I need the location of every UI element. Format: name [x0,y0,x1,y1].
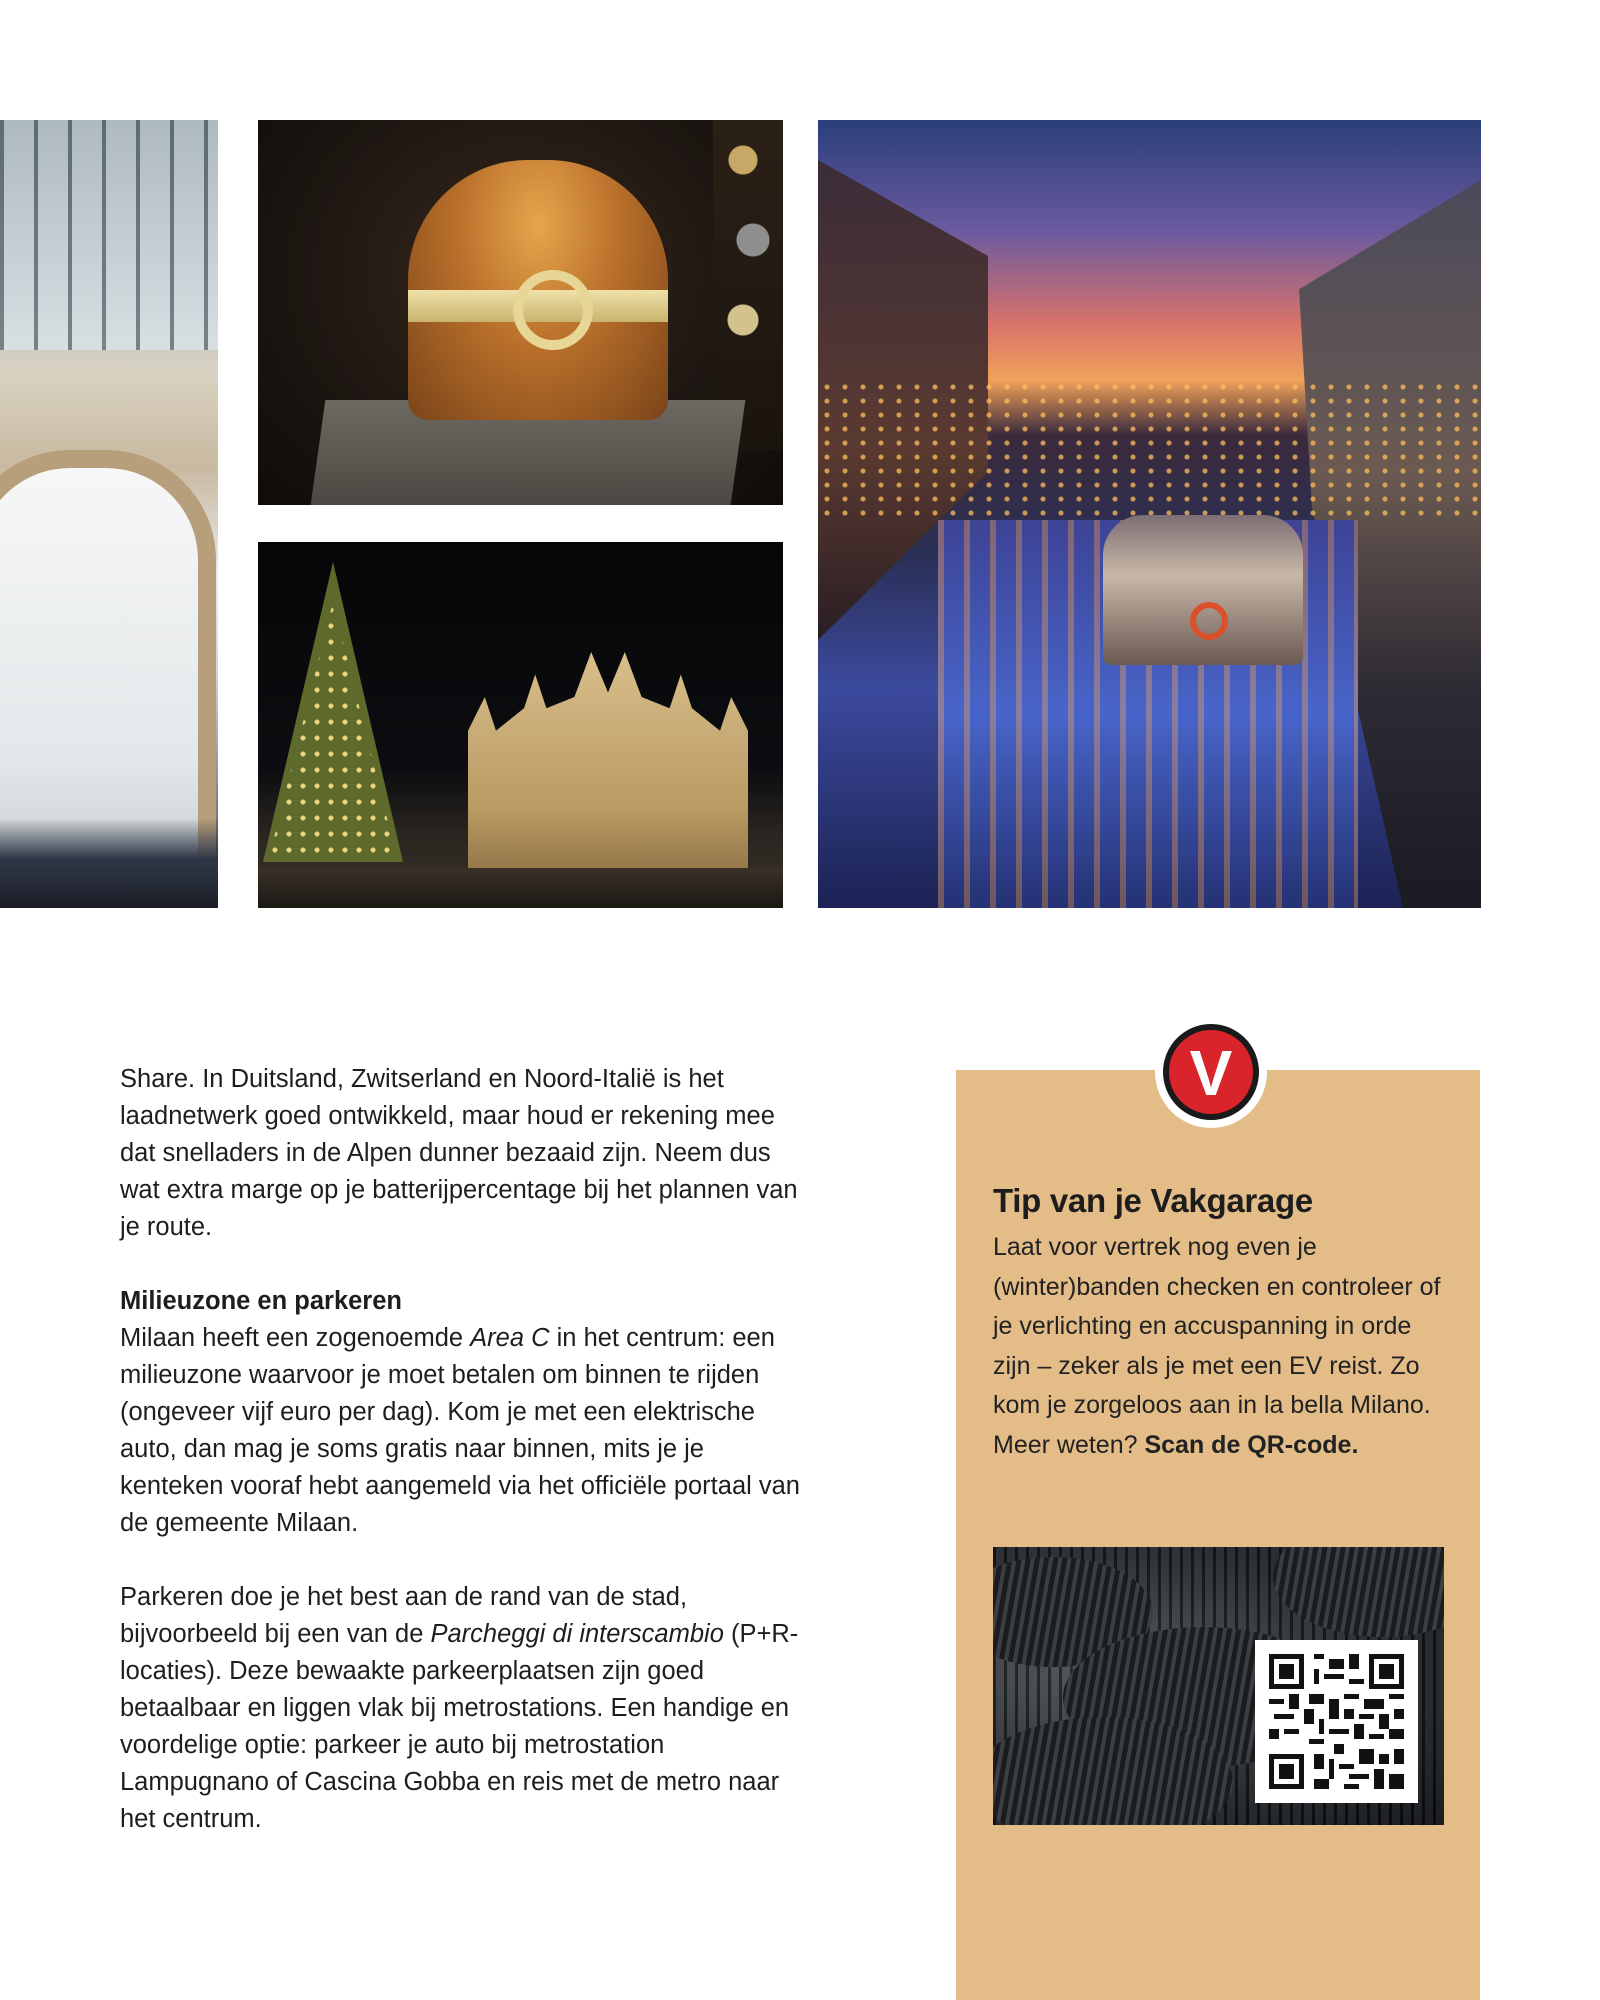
parking-paragraph: Parkeren doe je het best aan de rand van de stad, bijvoorbeeld bij een van de Parcheggi di interscambio (P+R-locaties). Deze bewaakte parkeerplaatsen zijn goed betaalbaar en liggen vlak bij metrostations. Een handige en voordelige optie: parkeer je auto bij metrostation Lampugnano of Cascina Gobba en reis met de metro naar het centrum. [120,1583,799,1833]
section-heading: Milieuzone en parkeren [120,1287,402,1315]
logo-letter: V [1189,1037,1233,1109]
navigli-canal-photo [818,120,1481,908]
vakgarage-logo [1155,1016,1267,1128]
intro-paragraph: Share. In Duitsland, Zwitserland en Noord-Italië is het laadnetwerk goed ontwikkeld, maar houd er rekening mee dat snelladers in de Alpen dunner bezaaid zijn. Neem dus wat extra marge op je batterijpercentage bij het plannen van je route. [120,1065,798,1241]
qr-call-to-action: Scan de QR-code. [1144,1430,1359,1459]
tires-photo [993,1547,1444,1825]
panettone-photo [258,120,783,505]
tip-box [956,1070,1480,2000]
qr-code[interactable] [1255,1640,1418,1803]
galleria-photo [0,120,218,908]
tip-title: Tip van je Vakgarage [993,1182,1313,1219]
article-body [120,1061,810,1838]
area-c-paragraph: Milaan heeft een zogenoemde Area C in het centrum: een milieuzone waarvoor je moet betalen om binnen te rijden (ongeveer vijf euro per dag). Kom je met een elektrische auto, dan mag je soms gratis naar binnen, mits je je kenteken vooraf hebt aangemeld via het officiële portaal van de gemeente Milaan. [120,1324,800,1537]
duomo-photo [258,542,783,908]
tip-text: Laat voor vertrek nog even je (winter)banden checken en controleer of je verlichting en accuspanning in orde zijn – zeker als je met een EV reist. Zo kom je zorgeloos aan in la bella Milano. Meer weten? Scan de QR-code. [993,1233,1441,1459]
